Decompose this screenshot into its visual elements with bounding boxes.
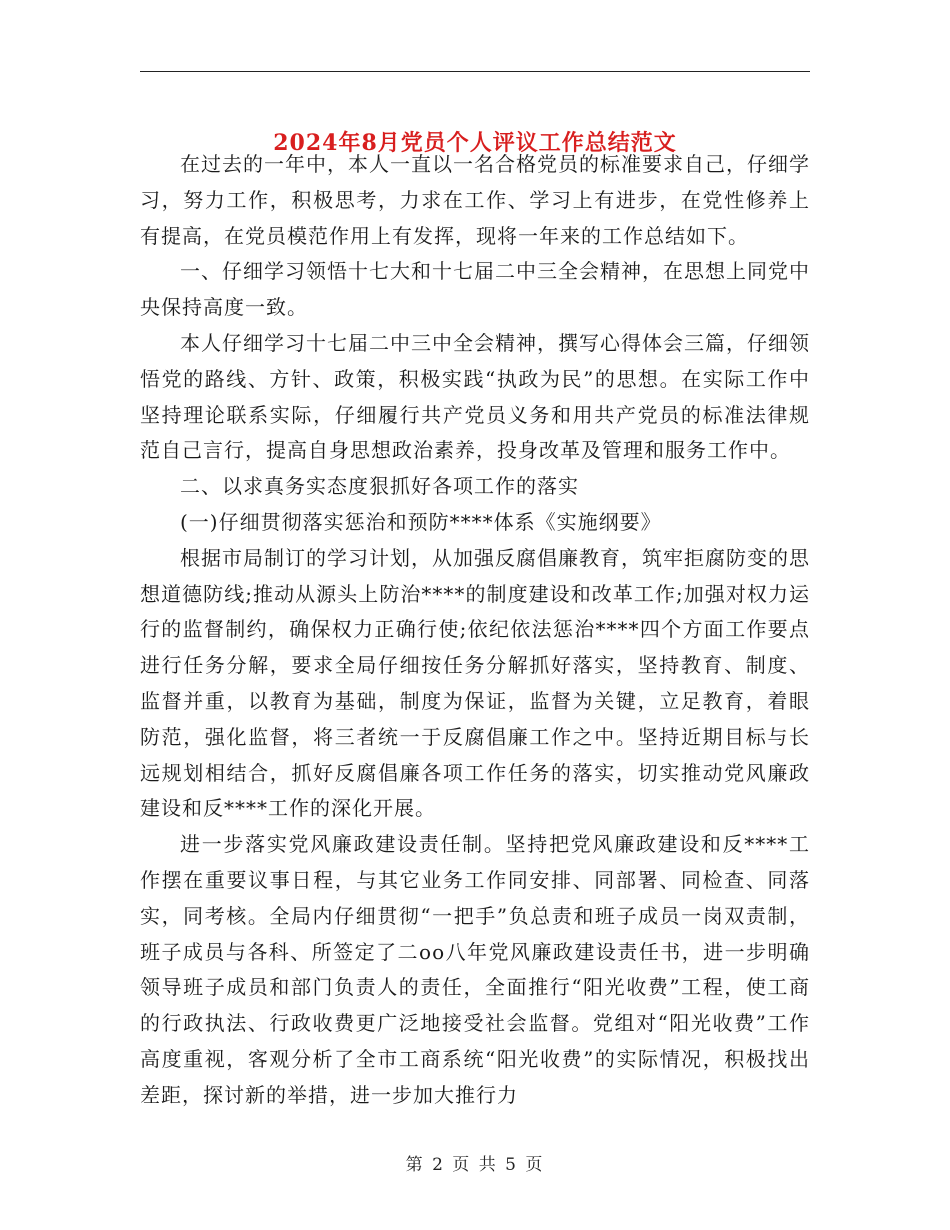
paragraph-section-2-heading: 二、以求真务实态度狠抓好各项工作的落实	[180, 474, 579, 499]
document-title: 2024年8月党员个人评议工作总结范文	[273, 129, 677, 156]
paragraph-responsibility: 进一步落实党风廉政建设责任制。坚持把党风廉政建设和反****工作摆在重要议事日程，与其它业务工作同安排、同部署、同检查、同落实，同考核。全局内仔细贯彻“一把手”负总责和班子成员一岗双责制，班子成员与各科、所签定了二oo八年党风廉政建设责任书，进一步明确领导班子成员和部门负责人的责任，全面推行“阳光收费”工程，使工商的行政执法、行政收费更广泛地接受社会监督。党组对“阳光收费”工作高度重视，客观分析了全市工商系统“阳光收费”的实际情况，积极找出差距，探讨新的举措，进一步加大推行力	[140, 832, 810, 1107]
page-number-footer: 第 2 页 共 5 页	[405, 1155, 545, 1175]
paragraph-section-1-body: 本人仔细学习十七届二中三中全会精神，撰写心得体会三篇，仔细领悟党的路线、方针、政策，积极实践“执政为民”的思想。在实际工作中坚持理论联系实际，仔细履行共产党员义务和用共产党员的标准法律规范自己言行，提高自身思想政治素养，投身改革及管理和服务工作中。	[140, 330, 810, 463]
document-body	[140, 147, 810, 1114]
paragraph-subsection-1-heading: (一)仔细贯彻落实惩治和预防****体系《实施纲要》	[180, 509, 662, 534]
paragraph-intro: 在过去的一年中，本人一直以一名合格党员的标准要求自己，仔细学习，努力工作，积极思考，力求在工作、学习上有进步，在党性修养上有提高，在党员模范作用上有发挥，现将一年来的工作总结如下。	[140, 152, 810, 248]
paragraph-subsection-1-body: 根据市局制订的学习计划，从加强反腐倡廉教育，筑牢拒腐防变的思想道德防线;推动从源头上防治****的制度建设和改革工作;加强对权力运行的监督制约，确保权力正确行使;依纪依法惩治****四个方面工作要点进行任务分解，要求全局仔细按任务分解抓好落实，坚持教育、制度、监督并重，以教育为基础，制度为保证，监督为关键，立足教育，着眼防范，强化监督，将三者统一于反腐倡廉工作之中。坚持近期目标与长远规划相结合，抓好反腐倡廉各项工作任务的落实，切实推动党风廉政建设和反****工作的深化开展。	[140, 545, 810, 821]
paragraph-section-1-heading: 一、仔细学习领悟十七大和十七届二中三全会精神，在思想上同党中央保持高度一致。	[140, 259, 810, 320]
header-rule	[140, 71, 810, 72]
